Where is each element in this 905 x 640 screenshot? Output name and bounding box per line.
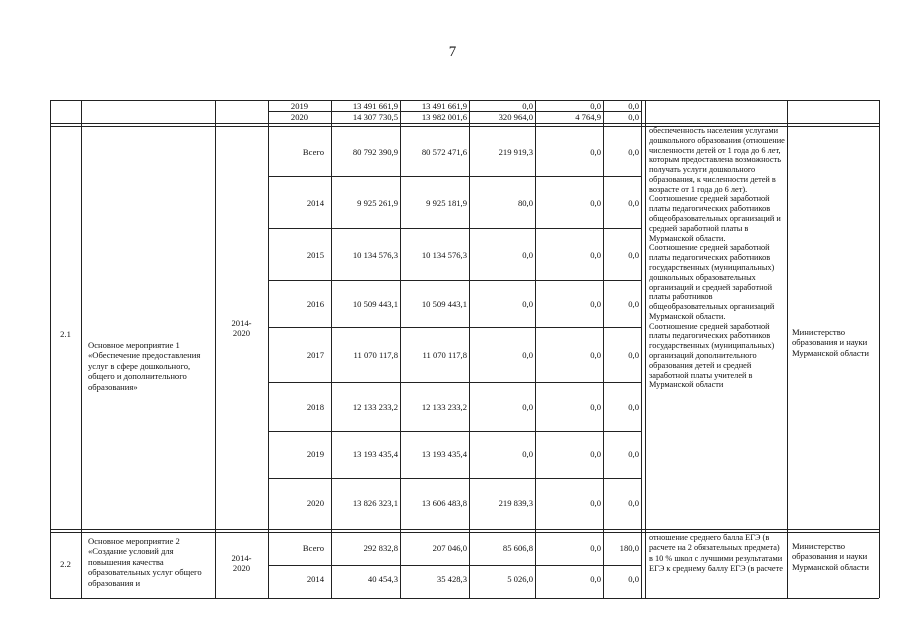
year-cell: 2016: [306, 299, 324, 309]
amount-cell: 10 134 576,3: [421, 250, 467, 260]
amount-cell: 10 509 443,1: [421, 299, 467, 309]
table-rule: [879, 100, 880, 598]
amount-cell: 292 832,8: [363, 543, 398, 553]
table-cell: 2019: [290, 101, 309, 111]
amount-cell: 0,0: [590, 299, 601, 309]
amount-cell: 9 925 261,9: [357, 198, 398, 208]
responsible-executor: Министерство образования и науки Мурманской области: [792, 541, 870, 572]
table-cell: 0,0: [628, 101, 639, 111]
table-rule: [268, 382, 641, 383]
amount-cell: 0,0: [590, 498, 601, 508]
amount-cell: 0,0: [590, 350, 601, 360]
year-cell: 2017: [306, 350, 324, 360]
table-rule: [50, 100, 51, 598]
target-indicators: обеспеченность населения услугами дошкольного образования (отношение численности детей от 1 года до 6 лет, которым предоставлена возможность получать услуги дошкольного образования, к численности детей в возрасте от 1 года до 6 лет). Соотношение средней заработной платы педагогических работников общеобразовательных организаций и средней заработной платы в Мурманской области. Соотношение средней заработной платы педагогических работников государственных (муниципальных) дошкольных образовательных организаций и средней заработной платы работников общеобразовательных организаций Мурманской области. Соотношение средней заработной платы педагогических работников государственных (муниципальных) организаций дополнительного образования детей и средней заработной платы учителей в Мурманской области: [649, 126, 785, 390]
amount-cell: 0,0: [590, 147, 601, 157]
table-rule: [641, 100, 642, 598]
amount-cell: 13 606 483,8: [421, 498, 467, 508]
amount-cell: 0,0: [628, 250, 639, 260]
amount-cell: 9 925 181,9: [426, 198, 467, 208]
table-cell: 4 764,9: [575, 112, 601, 122]
amount-cell: 0,0: [522, 250, 533, 260]
table-cell: 320 964,0: [498, 112, 533, 122]
amount-cell: 10 509 443,1: [352, 299, 398, 309]
amount-cell: 0,0: [628, 402, 639, 412]
table-rule: [50, 123, 879, 124]
table-rule: [50, 598, 879, 599]
table-cell: 13 491 661,9: [352, 101, 398, 111]
amount-cell: 0,0: [590, 449, 601, 459]
table-rule: [331, 100, 332, 598]
amount-cell: 0,0: [590, 543, 601, 553]
year-cell: 2015: [306, 250, 324, 260]
amount-cell: 0,0: [628, 299, 639, 309]
year-cell: 2018: [306, 402, 324, 412]
table-rule: [268, 431, 641, 432]
table-rule: [469, 100, 470, 598]
table-rule: [268, 565, 641, 566]
amount-cell: 11 070 117,8: [422, 350, 467, 360]
table-rule: [603, 100, 604, 598]
amount-cell: 0,0: [590, 574, 601, 584]
table-cell: 0,0: [590, 101, 601, 111]
table-rule: [268, 100, 269, 598]
table-rule: [268, 228, 641, 229]
activity-period: 2014- 2020: [231, 318, 252, 339]
amount-cell: 0,0: [590, 250, 601, 260]
table-rule: [787, 100, 788, 598]
table-rule: [645, 100, 646, 598]
table-cell: 2020: [290, 112, 309, 122]
amount-cell: 12 133 233,2: [352, 402, 398, 412]
table-rule: [215, 100, 216, 598]
amount-cell: 0,0: [522, 350, 533, 360]
amount-cell: 0,0: [628, 498, 639, 508]
table-rule: [268, 280, 641, 281]
amount-cell: 0,0: [628, 574, 639, 584]
amount-cell: 40 454,3: [367, 574, 398, 584]
table-rule: [268, 478, 641, 479]
amount-cell: 85 606,8: [502, 543, 533, 553]
amount-cell: 13 193 435,4: [421, 449, 467, 459]
table-cell: 14 307 730,5: [352, 112, 398, 122]
amount-cell: 35 428,3: [436, 574, 467, 584]
table-cell: 0,0: [628, 112, 639, 122]
amount-cell: 0,0: [628, 449, 639, 459]
table-rule: [268, 176, 641, 177]
amount-cell: 13 193 435,4: [352, 449, 398, 459]
amount-cell: 0,0: [628, 147, 639, 157]
amount-cell: 0,0: [628, 198, 639, 208]
amount-cell: 0,0: [522, 299, 533, 309]
amount-cell: 219 919,3: [498, 147, 533, 157]
table-rule: [268, 327, 641, 328]
amount-cell: 0,0: [590, 198, 601, 208]
row-number: 2.1: [60, 329, 71, 339]
table-rule: [81, 100, 82, 598]
table-rule: [50, 529, 879, 530]
responsible-executor: Министерство образования и науки Мурманской области: [792, 327, 870, 358]
amount-cell: 80 572 471,6: [421, 147, 467, 157]
row-number: 2.2: [60, 559, 71, 569]
amount-cell: 5 026,0: [507, 574, 533, 584]
table-rule: [400, 100, 401, 598]
target-indicators: отношение среднего балла ЕГЭ (в расчете на 2 обязательных предмета) в 10 % школ с лучшими результатами ЕГЭ к среднему баллу ЕГЭ (в расчете: [649, 533, 783, 574]
table-cell: 13 982 001,6: [421, 112, 467, 122]
amount-cell: 207 046,0: [432, 543, 467, 553]
amount-cell: 80 792 390,9: [352, 147, 398, 157]
amount-cell: 0,0: [522, 449, 533, 459]
amount-cell: 180,0: [619, 543, 639, 553]
amount-cell: 10 134 576,3: [352, 250, 398, 260]
year-cell: Всего: [302, 147, 324, 157]
table-rule: [535, 100, 536, 598]
amount-cell: 13 826 323,1: [352, 498, 398, 508]
year-cell: 2014: [306, 574, 324, 584]
amount-cell: 0,0: [628, 350, 639, 360]
year-cell: 2020: [306, 498, 324, 508]
year-cell: 2014: [306, 198, 324, 208]
amount-cell: 11 070 117,8: [353, 350, 398, 360]
year-cell: 2019: [306, 449, 324, 459]
activity-name: Основное мероприятие 2 «Создание условий для повышения качества образовательных услуг общего образования и: [88, 536, 202, 588]
amount-cell: 0,0: [590, 402, 601, 412]
amount-cell: 0,0: [522, 402, 533, 412]
year-cell: Всего: [302, 543, 324, 553]
table-cell: 13 491 661,9: [421, 101, 467, 111]
page-number: 7: [448, 44, 457, 60]
amount-cell: 219 839,3: [498, 498, 533, 508]
table-cell: 0,0: [522, 101, 533, 111]
activity-period: 2014- 2020: [231, 553, 252, 574]
amount-cell: 12 133 233,2: [421, 402, 467, 412]
activity-name: Основное мероприятие 1 «Обеспечение предоставления услуг в сфере дошкольного, общего и дополнительного образования»: [88, 340, 201, 392]
amount-cell: 80,0: [517, 198, 533, 208]
